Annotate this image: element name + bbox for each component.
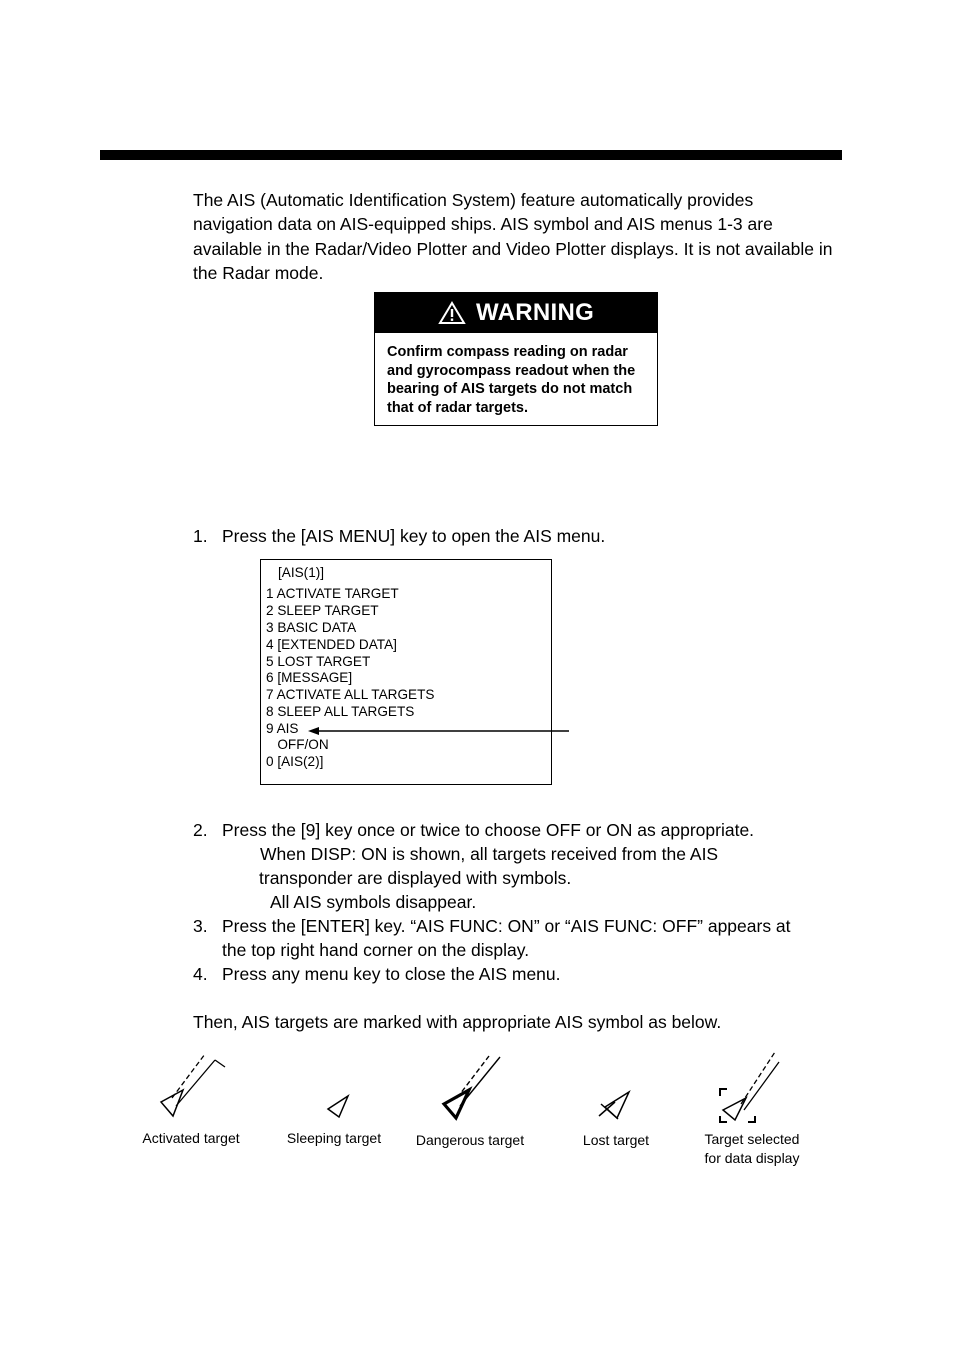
lost-target-symbol — [596, 1086, 636, 1124]
selected-target-symbol — [712, 1048, 792, 1126]
ais-menu-screen — [260, 559, 552, 785]
menu-item-activate-all-targets: 7 ACTIVATE ALL TARGETS — [266, 687, 435, 702]
dangerous-target-label: Dangerous target — [415, 1132, 525, 1148]
step-2-note-line-2: transponder are displayed with symbols. — [259, 868, 572, 888]
step-number: 4. — [193, 964, 208, 984]
menu-item-activate-target: 1 ACTIVATE TARGET — [266, 586, 399, 601]
warning-triangle-icon — [438, 301, 466, 325]
symbols-intro: Then, AIS targets are marked with appropriate AIS symbol as below. — [193, 1012, 722, 1032]
selected-target-label-line-1: Target selected — [704, 1131, 800, 1147]
step-number: 1. — [193, 526, 208, 546]
step-number: 2. — [193, 820, 208, 840]
lost-target-label: Lost target — [582, 1132, 650, 1148]
step-number: 3. — [193, 916, 208, 936]
selected-target-label-line-2: for data display — [704, 1150, 800, 1166]
warning-text: Confirm compass reading on radar and gyrocompass readout when the bearing of AIS targets do not match that of radar targets. — [387, 344, 636, 416]
menu-item-extended-data: 4 [EXTENDED DATA] — [266, 637, 397, 652]
menu-item-ais: 9 AIS — [266, 721, 299, 736]
step-2-note-line-3: All AIS symbols disappear. — [270, 892, 477, 912]
menu-item-message: 6 [MESSAGE] — [266, 670, 353, 685]
warning-box — [374, 292, 658, 426]
menu-item-sleep-target: 2 SLEEP TARGET — [266, 603, 379, 618]
step-text: Press the [AIS MENU] key to open the AIS menu. — [222, 526, 606, 546]
menu-header: [AIS(1)] — [278, 565, 325, 580]
intro-paragraph: The AIS (Automatic Identification System) feature automatically provides navigation data on AIS-equipped ships. AIS symbol and AIS menus 1-3 are available in the Radar/Video Plotter and Video Plotter displays. It is not available in the Radar mode. — [193, 190, 833, 283]
ais-symbol-legend — [0, 1040, 954, 1180]
activated-target-label: Activated target — [142, 1130, 240, 1146]
step-text: Press the [9] key once or twice to choose OFF or ON as appropriate. — [222, 820, 755, 840]
menu-item-ais-options: OFF/ON — [266, 737, 329, 752]
callout-arrow — [305, 720, 575, 740]
sleeping-target-symbol — [322, 1090, 354, 1122]
warning-header — [375, 293, 657, 333]
dangerous-target-symbol — [437, 1054, 517, 1126]
menu-item-basic-data: 3 BASIC DATA — [266, 620, 357, 635]
menu-item-ais-2: 0 [AIS(2)] — [266, 754, 324, 769]
step-text: Press the [ENTER] key. “AIS FUNC: ON” or “AIS FUNC: OFF” appears at — [222, 916, 791, 936]
step-2-note-line-1: When DISP: ON is shown, all targets received from the AIS — [260, 844, 719, 864]
warning-title: WARNING — [475, 299, 595, 326]
menu-item-lost-target: 5 LOST TARGET — [266, 654, 371, 669]
step-text: Press any menu key to close the AIS menu. — [222, 964, 561, 984]
menu-item-sleep-all-targets: 8 SLEEP ALL TARGETS — [266, 704, 415, 719]
step-text-continued: the top right hand corner on the display. — [222, 940, 530, 960]
chapter-rule — [100, 150, 842, 160]
sleeping-target-label: Sleeping target — [286, 1130, 382, 1146]
activated-target-symbol — [155, 1054, 235, 1124]
